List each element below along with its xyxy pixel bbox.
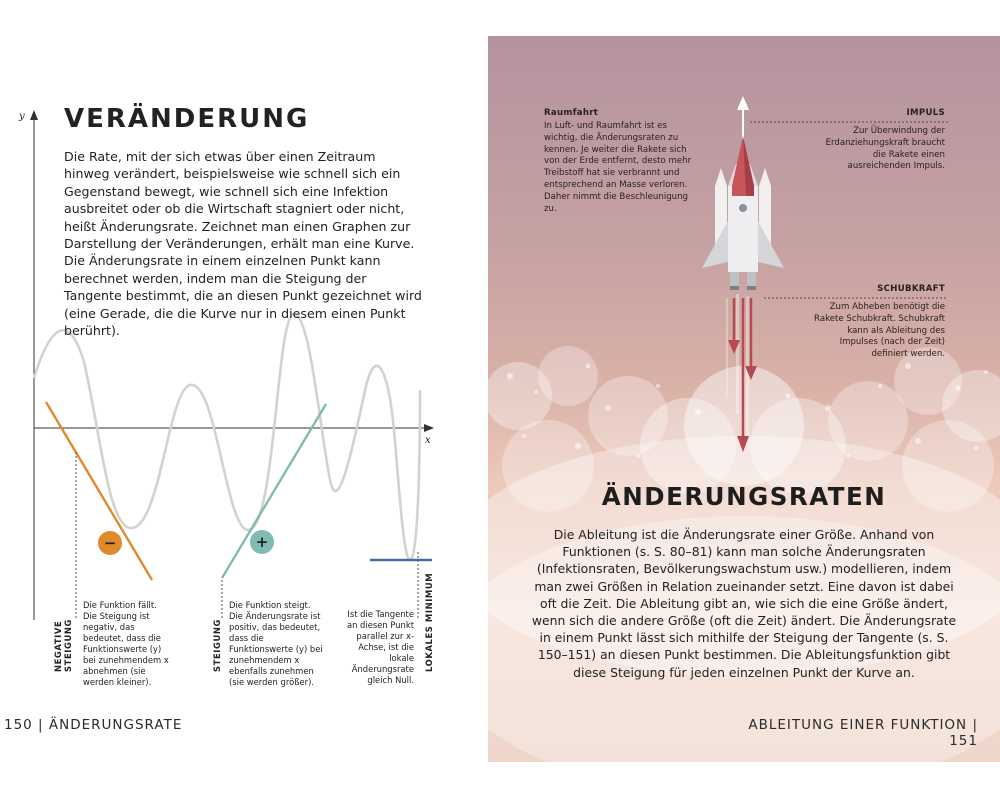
plus-sign: +	[255, 533, 269, 551]
y-axis-label: y	[19, 111, 25, 122]
caption-negative: Die Funktion fällt. Die Steigung ist negativ, das bedeutet, dass die Funktionswerte (y) bei zunehmendem x abnehmen (sie werden kleiner).	[83, 600, 169, 687]
schubkraft-heading: SCHUBKRAFT	[877, 284, 945, 294]
impuls-heading: IMPULS	[906, 108, 945, 118]
function-curve	[34, 314, 420, 560]
impulse-arrowhead	[737, 96, 749, 110]
x-axis-arrow	[424, 424, 434, 432]
y-axis-arrow	[30, 110, 38, 120]
caption-minimum: Ist die Tangente an diesen Punkt parallel zur x-Achse, ist die lokale Änderungsrate gleich Null.	[346, 609, 414, 685]
page-folio-left: 150 | ÄNDERUNGSRATE	[4, 717, 183, 733]
intro-paragraph: Die Rate, mit der sich etwas über einen Zeitraum hinweg verändert, beispielsweise wie schnell sich ein Gegenstand bewegt, wie schnell sich eine Infektion ausbreitet oder ob die Wirtschaft stagniert oder nicht, heißt Änderungsrate. Zeichnet man einen Graphen zur Darstellung der Veränderungen, erhält man eine Kurve. Die Änderungsrate in einem einzelnen Punkt kann berechnet werden, indem man die Steigung der Tangente bestimmt, die an diesen Punkt gezeichnet wird (eine Gerade, die die Kurve nur in diesem einen Punkt berührt).	[64, 149, 422, 339]
schubkraft-text: Zum Abheben benötigt die Rakete Schubkraft. Schubkraft kann als Ableitung des Impulses (nach der Zeit) definiert werden.	[814, 302, 945, 360]
label-lokales-minimum: LOKALES MINIMUM	[424, 572, 434, 672]
page-title: VERÄNDERUNG	[64, 104, 310, 134]
section-title: ÄNDERUNGSRATEN	[601, 482, 887, 511]
minus-sign: −	[103, 534, 117, 552]
x-axis-label: x	[425, 435, 431, 446]
label-steigung: STEIGUNG	[212, 619, 222, 672]
rocket	[702, 136, 784, 290]
raumfahrt-heading: Raumfahrt	[544, 108, 599, 118]
page-folio-right: ABLEITUNG EINER FUNKTION | 151	[748, 717, 978, 749]
impuls-text: Zur Überwindung der Erdanziehungskraft braucht die Rakete einen ausreichenden Impuls.	[825, 126, 945, 172]
negative-tangent	[46, 402, 152, 580]
raumfahrt-text: In Luft- und Raumfahrt ist es wichtig, die Änderungsraten zu kennen. Je weiter die Rakete sich von der Erde entfernt, desto mehr Treibstoff hat sie verbrannt und entsprechend an Masse verloren. Daher nimmt die Beschleunigung zu.	[544, 121, 692, 214]
section-paragraph: Die Ableitung ist die Änderungsrate einer Größe. Anhand von Funktionen (s. S. 80–81) kann man solche Änderungsraten (Infektionsraten, Bevölkerungswachstum usw.) modellieren, indem man zwei Größen in Relation zueinander setzt. Eine davon ist dabei oft die Zeit. Die Ableitung gibt an, wie sich die eine Größe ändert, wenn sich die andere Größe (oft die Zeit) ändert. Die Änderungsrate in einem Punkt lässt sich mithilfe der Steigung der Tangente (s. S. 150–151) an diesen Punkt bestimmen. Die Ableitungsfunktion gibt diese Steigung für jeden einzelnen Punkt der Kurve an.	[531, 527, 957, 680]
caption-positive: Die Funktion steigt. Die Änderungsrate ist positiv, das bedeutet, dass die Funktionswerte (y) bei zunehmendem x ebenfalls zunehmen (sie werden größer).	[229, 600, 323, 687]
label-negative-steigung: NEGATIVE STEIGUNG	[53, 619, 73, 672]
right-page	[488, 36, 1000, 762]
